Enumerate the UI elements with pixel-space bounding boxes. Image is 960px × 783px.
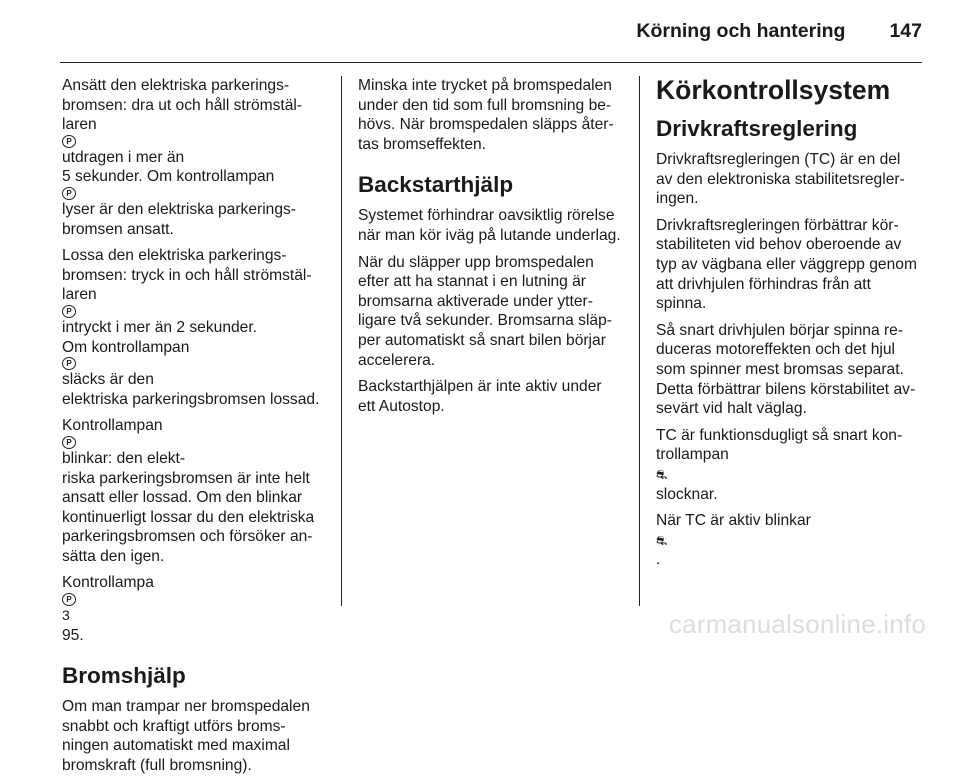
paragraph: Drivkraftsregleringen (TC) är en del av den elektroniska stabilitetsregler- ingen. <box>656 151 905 208</box>
parking-brake-icon: P <box>62 305 76 318</box>
column-1 <box>62 76 324 783</box>
parking-brake-icon: P <box>62 593 76 606</box>
parking-brake-icon: P <box>62 135 76 148</box>
paragraph: Ansätt den elektriska parkerings- bromsen: dra ut och håll strömstäl- laren P utdragen i mer än 5 sekunder. Om kontrollampan P lyser är den elektriska parkerings- bromsen ansatt. <box>62 77 303 238</box>
paragraph: Backstarthjälpen är inte aktiv under ett Autostop. <box>358 378 602 415</box>
heading-backstarthjalp: Backstarthjälp <box>358 172 514 198</box>
traction-control-icon: ⛐ <box>656 532 668 548</box>
paragraph: Kontrollampa P 3 95. <box>62 573 324 645</box>
parking-brake-icon: P <box>62 187 76 200</box>
heading-drivkraftsreglering: Drivkraftsreglering <box>656 116 858 141</box>
paragraph: Minska inte trycket på bromspedalen under den tid som full bromsning be- hövs. När bromspedalen släpps åter- tas bromseffekten. <box>358 77 614 153</box>
column-divider <box>639 76 640 606</box>
column-3 <box>656 74 926 577</box>
paragraph: Kontrollampan P blinkar: den elekt- riska parkeringsbromsen är inte helt ansatt eller lossad. Om den blinkar kontinuerligt lossar du den elektriska parkeringsbromsen och försöker an- sätta den igen. <box>62 417 315 565</box>
paragraph: Om man trampar ner bromspedalen snabbt och kraftigt utförs broms- ningen automatiskt med maximal bromskraft (full bromsning). <box>62 698 310 775</box>
column-divider <box>341 76 342 606</box>
watermark: carmanualsonline.info <box>668 609 926 639</box>
traction-control-icon: ⛐ <box>656 466 668 482</box>
column-2 <box>358 76 626 423</box>
paragraph: När TC är aktiv blinkar ⛐ . <box>656 511 926 570</box>
header-title: Körning och hantering <box>636 20 846 42</box>
page-reference-icon: 3 <box>62 607 70 624</box>
paragraph: TC är funktionsdugligt så snart kon- trollampan ⛐ slocknar. <box>656 426 926 504</box>
heading-korkontrollsystem: Körkontrollsystem <box>656 75 891 105</box>
paragraph: Lossa den elektriska parkerings- bromsen: tryck in och håll strömstäl- laren P intryckt i mer än 2 sekunder. Om kontrollampan P släcks är den elektriska parkeringsbromsen lossad. <box>62 247 320 408</box>
heading-bromshjalp: Bromshjälp <box>62 663 186 689</box>
page-number: 147 <box>889 20 922 42</box>
parking-brake-icon: P <box>62 436 76 449</box>
paragraph: Drivkraftsregleringen förbättrar kör- stabiliteten vid behov oberoende av typ av vägbana eller väggrepp genom att drivhjulen förhindras från att spinna. <box>656 216 917 313</box>
parking-brake-icon: P <box>62 357 76 370</box>
paragraph: Så snart drivhjulen börjar spinna re- duceras motoreffekten och det hjul som spinner mest bromsas separat. Detta förbättrar bilens körstabilitet av- sevärt vid halt väglag. <box>656 321 916 418</box>
paragraph: Systemet förhindrar oavsiktlig rörelse när man kör iväg på lutande underlag. <box>358 207 621 244</box>
page-header <box>636 20 922 44</box>
paragraph: När du släpper upp bromspedalen efter att ha stannat i en lutning är bromsarna aktiverade under ytter- ligare två sekunder. Bromsarna släp- per automatiskt så snart bilen börjar accelerera. <box>358 253 612 369</box>
header-rule <box>60 62 922 63</box>
